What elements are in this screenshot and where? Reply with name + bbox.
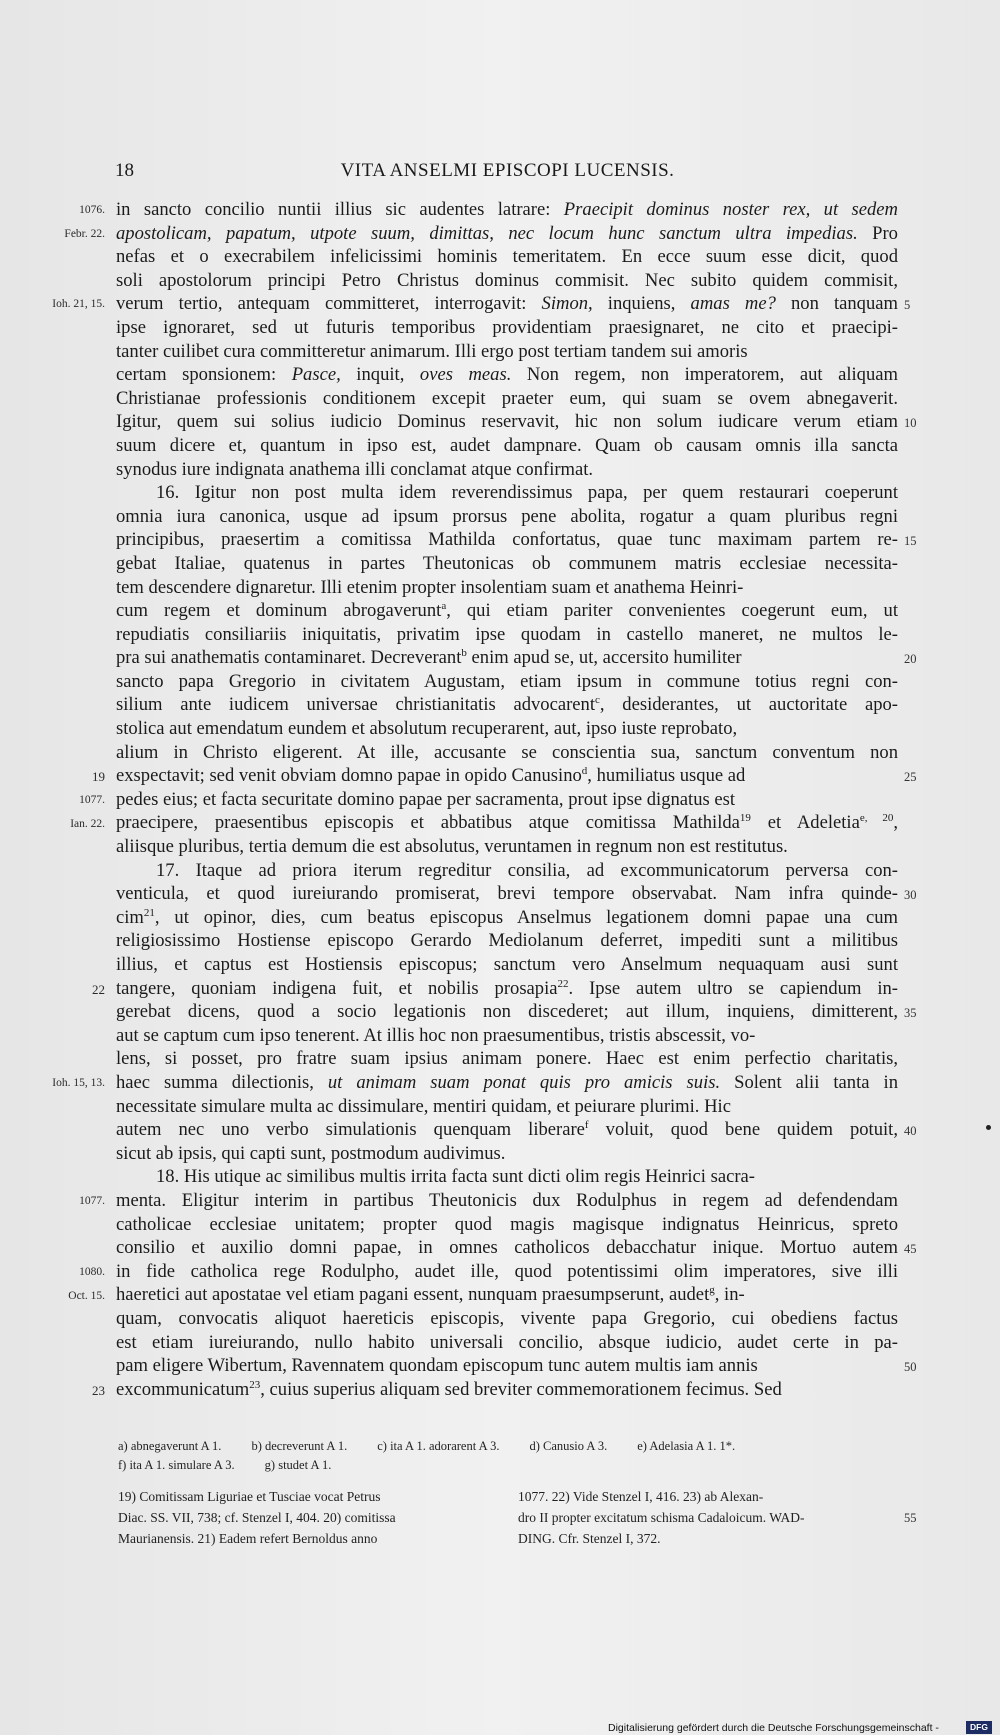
- text-segment: pam eligere Wibertum, Ravennatem quondam episcopum tunc autem multis iam annis: [116, 1355, 758, 1377]
- text-segment: lens, si posset, pro fratre suam ipsius animam ponere. Haec est enim perfectio charitatis,: [116, 1048, 898, 1070]
- text-segment: soli apostolorum principi Petro Christus dominus commisit. Nec subito quidem commisit,: [116, 269, 898, 291]
- marginal-note: Ioh. 21, 15.: [52, 298, 105, 311]
- text-line: [116, 1118, 898, 1142]
- text-segment: verum tertio, antequam committeret, interrogavit:: [116, 293, 542, 315]
- text-segment: Christianae professionis conditionem excepit praeter eum, qui suam se ovem abnegaverit.: [116, 387, 898, 409]
- marginal-note: 1077.: [79, 1195, 105, 1208]
- footnote-marker: b: [461, 647, 467, 660]
- text-segment: in fide catholica rege Rodulpho, audet ille, quod potentissimi olim imperatores, sive illi: [116, 1260, 898, 1282]
- marginal-note: Ian. 22.: [70, 817, 105, 830]
- text-segment: sicut ab ipsis, qui capti sunt, postmodum audivimus.: [116, 1142, 506, 1164]
- text-line: [116, 1354, 898, 1378]
- text-segment: synodus iure indignata anathema illi conclamat atque confirmat.: [116, 458, 594, 480]
- critical-notes-line-2: [118, 1456, 918, 1475]
- text-segment: pra sui anathematis contaminaret. Decreverant: [116, 647, 462, 669]
- text-line: [116, 1213, 898, 1237]
- historical-notes: [118, 1486, 908, 1561]
- text-line: [116, 434, 898, 458]
- text-segment: tanter cuilibet cura committeretur animarum. Illi ergo post tertiam tandem sui amoris: [116, 340, 748, 362]
- text-segment: est etiam iureiurando, nullo habito universali concilio, absque iudicio, audet certe in pa-: [116, 1331, 898, 1353]
- page-number: 18: [115, 160, 134, 181]
- line-number: 45: [904, 1242, 917, 1257]
- footnote-reference-number: 23: [92, 1383, 105, 1398]
- text-segment: , humiliatus usque ad: [587, 765, 746, 787]
- text-segment: haeretici aut apostatae vel etiam pagani essent, nunquam praesumpserunt, audet: [116, 1284, 710, 1306]
- footnote-marker: c: [595, 694, 600, 707]
- italic-quote: apostolicam, papatum, utpote suum, dimittas, nec locum hunc sanctum ultra impedias.: [116, 222, 858, 244]
- line-number: 15: [904, 534, 917, 549]
- text-segment: principibus, praesertim a comitissa Mathilda confortatus, quae tunc maximam partem re-: [116, 529, 898, 551]
- text-line: [116, 1307, 898, 1331]
- text-line: [116, 576, 898, 600]
- text-line: [116, 387, 898, 411]
- text-segment: , cuius superius aliquam sed breviter commemorationem fecimus. Sed: [260, 1378, 782, 1400]
- text-segment: exspectavit; sed venit obviam domno papae in opido Canusino: [116, 765, 582, 787]
- text-line: [116, 1071, 898, 1095]
- text-segment: ,: [893, 812, 898, 834]
- historical-note-line: Diac. SS. VII, 738; cf. Stenzel I, 404. 20) comitissa: [118, 1510, 396, 1525]
- text-segment: 18. His utique ac similibus multis irrita facta sunt dicti olim regis Heinrici sacra-: [156, 1166, 755, 1188]
- italic-quote: ut animam suam ponat quis pro amicis suis.: [327, 1071, 721, 1093]
- text-segment: . Ipse autem ultro se capiendum in-: [568, 977, 898, 999]
- historical-notes-left: [118, 1486, 504, 1549]
- text-segment: ipse ignoraret, sed ut futuris temporibus providentiam praesignaret, ne cito et praecipi-: [116, 316, 898, 338]
- text-segment: et Adeletia: [750, 812, 860, 834]
- text-line: [116, 1378, 898, 1402]
- text-segment: , in-: [714, 1284, 745, 1306]
- line-number: 50: [904, 1360, 917, 1375]
- text-segment: consilio et auxilio domni papae, in omnes catholicos debacchatur inique. Mortuo autem: [116, 1237, 898, 1259]
- text-line: [116, 410, 898, 434]
- text-segment: cum regem et dominum abrogaverunt: [116, 600, 442, 622]
- text-line: [116, 906, 898, 930]
- text-segment: quam, convocatis aliquot haereticis episcopis, vivente papa Gregorio, cui obediens factus: [116, 1307, 898, 1329]
- text-segment: tem descendere dignaretur. Illi etenim propter insolentiam suam et anathema Heinri-: [116, 576, 744, 598]
- text-line: [116, 1165, 898, 1189]
- critical-note: g) studet A 1.: [264, 1458, 332, 1472]
- text-segment: venticula, et quod iureiurando promiserat, brevi tempore observabat. Nam infra quinde-: [116, 883, 898, 905]
- text-segment: in sancto concilio nuntii illius sic audentes latrare:: [116, 199, 564, 220]
- text-segment: alium in Christo eligerent. At ille, accusante se conscientia sua, sanctum conventum non: [116, 741, 898, 763]
- line-number: 35: [904, 1006, 917, 1021]
- text-line: [116, 1024, 898, 1048]
- line-number-55: 55: [904, 1511, 917, 1525]
- text-line: [116, 693, 898, 717]
- text-segment: inquiens,: [592, 293, 691, 315]
- marginal-note: Ioh. 15, 13.: [52, 1077, 105, 1090]
- text-line: [116, 859, 898, 883]
- text-line: [116, 646, 898, 670]
- text-segment: silium ante iudicem universae christianitatis advocarent: [116, 694, 596, 716]
- text-line: [116, 481, 898, 505]
- text-segment: religiosissimo Hostiense episcopo Gerardo Mediolanum deferret, impediti sunt a militibus: [116, 930, 898, 952]
- critical-notes-line-1: [118, 1437, 918, 1456]
- historical-note-line: Maurianensis. 21) Eadem refert Bernoldus anno: [118, 1531, 378, 1546]
- text-segment: repudiatis consiliariis iniquitatis, privatim ipse quodam in castello maneret, ne multos le-: [116, 623, 898, 645]
- marginal-note: Oct. 15.: [68, 1289, 105, 1302]
- footnote-reference-number: 22: [92, 981, 105, 997]
- text-line: [116, 505, 898, 529]
- historical-notes-right: [518, 1486, 904, 1549]
- critical-note: b) decreverunt A 1.: [251, 1439, 348, 1453]
- text-segment: enim apud se, ut, accersito humiliter: [466, 647, 742, 669]
- text-segment: autem nec uno verbo simulationis quenquam liberare: [116, 1119, 585, 1141]
- text-segment: menta. Eligitur interim in partibus Theutonicis dux Rodulphus in regem ad defendendam: [116, 1189, 898, 1211]
- line-number: 25: [904, 770, 917, 785]
- text-line: [116, 599, 898, 623]
- text-segment: necessitate simulare multa ac dissimulare, mentiri quidam, et peiurare plurimi. Hic: [116, 1095, 731, 1117]
- text-segment: gerebat dicens, quod a socio legationis non discederet; aut illum, inquiens, dimitterent,: [116, 1001, 898, 1023]
- text-segment: certam sponsionem:: [116, 364, 292, 386]
- text-line: [116, 316, 898, 340]
- text-segment: 17. Itaque ad priora iterum regreditur consilia, ad excommunicatorum perversa con-: [156, 859, 898, 881]
- text-segment: Igitur, quem sui solius iudicio Dominus reservavit, hic non solum iudicare verum etiam: [116, 411, 898, 433]
- critical-note: f) ita A 1. simulare A 3.: [118, 1458, 235, 1472]
- marginal-note: 1077.: [79, 794, 105, 806]
- text-segment: haec summa dilectionis,: [116, 1071, 328, 1093]
- text-line: [116, 717, 898, 741]
- text-line: [116, 552, 898, 576]
- text-segment: aut se captum cum ipso tenerent. At illis hoc non praesumentibus, tristis abscessit, vo-: [116, 1024, 756, 1046]
- text-segment: omnia iura canonica, usque ad ipsum prorsus pene abolita, rogatur a quam pluribus regni: [116, 505, 898, 527]
- text-line: [116, 764, 898, 788]
- italic-quote: oves meas.: [419, 364, 512, 386]
- text-segment: cim: [116, 906, 144, 928]
- text-line: [116, 835, 898, 859]
- text-line: [116, 623, 898, 647]
- footnote-marker: g: [709, 1284, 715, 1297]
- text-segment: inquit,: [340, 364, 420, 386]
- footnote-marker: 22: [557, 977, 569, 990]
- text-segment: , ut opinor, dies, cum beatus episcopus Anselmus legationem domni papae una cum: [154, 906, 898, 928]
- text-line: [116, 953, 898, 977]
- text-line: [116, 788, 898, 812]
- text-segment: 16. Igitur non post multa idem reverendissimus papa, per quem restaurari coeperunt: [156, 482, 898, 504]
- text-segment: Non regem, non imperatorem, aut aliquam: [511, 364, 898, 386]
- footnote-marker: 21: [143, 906, 155, 919]
- historical-note-line: 1077. 22) Vide Stenzel I, 416. 23) ab Alexan-: [518, 1489, 764, 1504]
- text-segment: stolica aut emendatum eundem et absolutum recuperarent, aut, ipso iuste reprobato,: [116, 718, 738, 740]
- text-line: [116, 1047, 898, 1071]
- historical-note-line: DING. Cfr. Stenzel I, 372.: [518, 1531, 661, 1546]
- text-segment: gebat Italiae, quatenus in partes Theutonicas ob communem matris ecclesiae necessita-: [116, 552, 898, 574]
- text-segment: praecipere, praesentibus episcopis et abbatibus atque comitissa Mathilda: [116, 812, 740, 834]
- text-segment: illius, et captus est Hostiensis episcopus; sanctum vero Anselmum nequaquam ausi sunt: [116, 954, 898, 975]
- text-line: [116, 528, 898, 552]
- text-line: [116, 1142, 898, 1166]
- critical-note: e) Adelasia A 1. 1*.: [637, 1439, 736, 1453]
- main-text: [116, 198, 898, 1401]
- text-line: [116, 882, 898, 906]
- footnote-marker: d: [581, 765, 588, 778]
- italic-quote: amas me?: [690, 293, 776, 315]
- text-segment: nefas et o execrabilem infelicissimi hominis temeritatem. En ecce suum esse dicit, quod: [116, 246, 898, 268]
- footnote-reference-number: 19: [92, 769, 105, 785]
- text-segment: catholicae ecclesiae unitatem; propter quod magis magisque indignatus Heinricus, spreto: [116, 1213, 898, 1235]
- text-segment: , desiderantes, ut auctoritate apo-: [599, 694, 898, 716]
- line-number: 10: [904, 416, 917, 431]
- text-line: [116, 1283, 898, 1307]
- text-line: [116, 741, 898, 765]
- text-segment: non tanquam: [775, 293, 898, 315]
- marginal-note: 1080.: [79, 1266, 105, 1278]
- text-line: [116, 269, 898, 293]
- text-line: [116, 670, 898, 694]
- dfg-logo: DFG: [966, 1721, 992, 1734]
- text-line: [116, 1236, 898, 1260]
- text-segment: Pro: [857, 222, 898, 244]
- text-segment: aliisque pluribus, tertia demum die est absolutus, veruntamen in regnum non est restitutus.: [116, 836, 788, 858]
- text-line: [116, 1000, 898, 1024]
- text-line: [116, 977, 898, 1001]
- text-line: [116, 363, 898, 387]
- text-line: [116, 292, 898, 316]
- text-line: [116, 811, 898, 835]
- italic-quote: Pasce,: [291, 364, 341, 386]
- text-line: [116, 1189, 898, 1213]
- funding-credit: Digitalisierung gefördert durch die Deutsche Forschungsgemeinschaft -: [608, 1722, 939, 1734]
- line-number: 5: [904, 298, 911, 313]
- text-line: [116, 1095, 898, 1119]
- italic-quote: Praecipit dominus noster rex, ut sedem: [563, 199, 898, 220]
- historical-note-line: dro II propter excitatum schisma Cadaloicum. WAD-: [518, 1510, 805, 1525]
- text-line: [116, 929, 898, 953]
- marginal-note: 1076.: [79, 204, 105, 216]
- historical-note-line: 19) Comitissam Liguriae et Tusciae vocat Petrus: [118, 1489, 381, 1504]
- text-segment: sancto papa Gregorio in civitatem Augustam, etiam ipsum in commune totius regni con-: [116, 670, 898, 692]
- text-segment: , qui etiam pariter convenientes coegerunt eum, ut: [446, 600, 898, 622]
- critical-apparatus: [118, 1437, 918, 1475]
- text-segment: pedes eius; et facta securitate domino papae per sacramenta, prout ipse dignatus est: [116, 788, 736, 810]
- running-header: [115, 160, 900, 186]
- text-segment: voluit, quod bene quidem potuit,: [588, 1119, 898, 1141]
- footnote-marker: 19: [739, 812, 751, 825]
- critical-note: d) Canusio A 3.: [529, 1439, 608, 1453]
- italic-quote: Simon,: [541, 293, 593, 315]
- line-number: 40: [904, 1124, 917, 1139]
- text-line: [116, 222, 898, 246]
- footnote-marker: a: [441, 600, 447, 613]
- line-number: 30: [904, 888, 917, 903]
- footnote-marker: e, 20: [859, 812, 894, 825]
- text-segment: Solent alii tanta in: [720, 1071, 898, 1093]
- text-line: [116, 1260, 898, 1284]
- line-number: 20: [904, 652, 917, 667]
- footnote-marker: f: [584, 1119, 589, 1132]
- text-segment: suum dicere et, quantum in ipso est, audet dampnare. Quam ob causam omnis illa sancta: [116, 434, 898, 456]
- text-line: [116, 198, 898, 222]
- footnote-marker: 23: [249, 1378, 261, 1391]
- critical-note: a) abnegaverunt A 1.: [118, 1439, 222, 1453]
- text-line: [116, 1331, 898, 1355]
- critical-note: c) ita A 1. adorarent A 3.: [377, 1439, 500, 1453]
- text-segment: excommunicatum: [116, 1378, 250, 1400]
- text-line: [116, 458, 898, 482]
- text-line: [116, 245, 898, 269]
- scan-speck: [986, 1125, 991, 1130]
- text-line: [116, 340, 898, 364]
- marginal-note: Febr. 22.: [64, 227, 105, 240]
- text-segment: tangere, quoniam indigena fuit, et nobilis prosapia: [116, 977, 558, 999]
- page-title: VITA ANSELMI EPISCOPI LUCENSIS.: [340, 160, 675, 181]
